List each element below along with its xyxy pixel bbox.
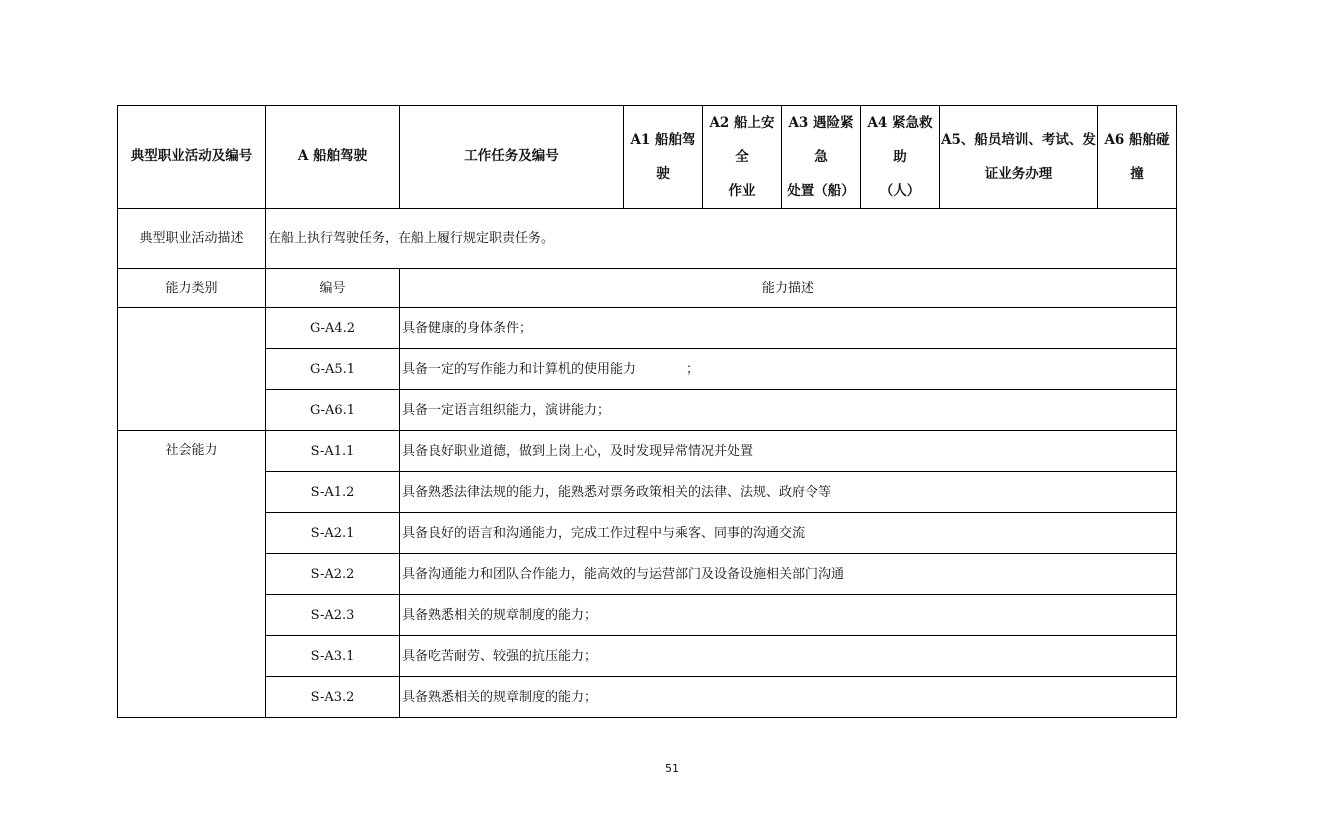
table-row [118,595,1177,636]
desc-cell: 具备熟悉法律法规的能力，能熟悉对票务政策相关的法律、法规、政府令等 [400,472,1177,513]
header-task-label: 工作任务及编号 [400,106,624,209]
table-row [118,349,1177,390]
desc-cell: 具备一定的写作能力和计算机的使用能力 ； [400,349,1177,390]
desc-cell: 具备吃苦耐劳、较强的抗压能力； [400,636,1177,677]
code-cell: G-A5.1 [266,349,400,390]
task-a5: A5、船员培训、考试、发 证业务办理 [940,106,1098,209]
code-cell: S-A3.2 [266,677,400,718]
competency-table [117,105,1177,718]
code-cell: S-A2.1 [266,513,400,554]
subheader-row [118,269,1177,308]
table-row [118,472,1177,513]
category-cell: 社会能力 [118,431,266,718]
table-row [118,636,1177,677]
table-row [118,554,1177,595]
description-label: 典型职业活动描述 [118,209,266,269]
code-cell: G-A6.1 [266,390,400,431]
header-row [118,106,1177,209]
task-a2: A2 船上安全 作业 [703,106,782,209]
code-cell: S-A3.1 [266,636,400,677]
table-row [118,431,1177,472]
table-row [118,390,1177,431]
desc-cell: 具备沟通能力和团队合作能力，能高效的与运营部门及设备设施相关部门沟通 [400,554,1177,595]
header-activity-label: 典型职业活动及编号 [118,106,266,209]
task-a1: A1 船舶驾驶 [624,106,703,209]
description-text: 在船上执行驾驶任务，在船上履行规定职责任务。 [266,209,1177,269]
code-cell: G-A4.2 [266,308,400,349]
task-a3: A3 遇险紧急 处置（船） [782,106,861,209]
task-a6: A6 船舶碰撞 [1098,106,1177,209]
desc-cell: 具备熟悉相关的规章制度的能力； [400,677,1177,718]
header-activity-value: A 船舶驾驶 [266,106,400,209]
subheader-code: 编号 [266,269,400,308]
code-cell: S-A2.2 [266,554,400,595]
desc-cell: 具备一定语言组织能力，演讲能力； [400,390,1177,431]
category-cell [118,308,266,431]
desc-cell: 具备良好职业道德，做到上岗上心，及时发现异常情况并处置 [400,431,1177,472]
table-row [118,308,1177,349]
desc-cell: 具备健康的身体条件； [400,308,1177,349]
subheader-category: 能力类别 [118,269,266,308]
table-row [118,677,1177,718]
table-row [118,513,1177,554]
code-cell: S-A2.3 [266,595,400,636]
subheader-desc: 能力描述 [400,269,1177,308]
page-number: 51 [665,762,679,775]
code-cell: S-A1.2 [266,472,400,513]
task-a4: A4 紧急救助 （人） [861,106,940,209]
description-row [118,209,1177,269]
code-cell: S-A1.1 [266,431,400,472]
desc-cell: 具备良好的语言和沟通能力，完成工作过程中与乘客、同事的沟通交流 [400,513,1177,554]
desc-cell: 具备熟悉相关的规章制度的能力； [400,595,1177,636]
